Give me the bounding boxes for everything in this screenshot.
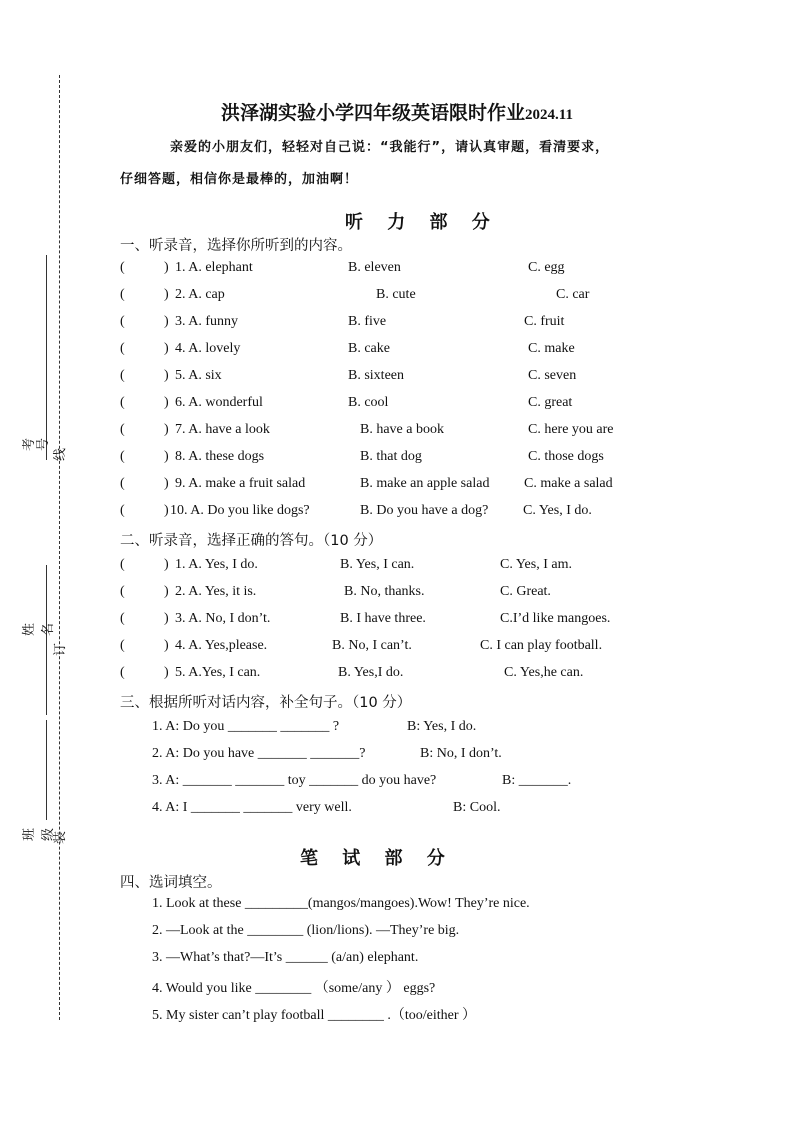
option-b: B. No, thanks. <box>344 584 425 599</box>
label-xingming: 姓名 <box>22 622 56 636</box>
part2-item <box>120 557 680 575</box>
option-b: B. five <box>348 314 387 329</box>
part3-answer: B: _______. <box>502 773 572 788</box>
title-text: 洪泽湖实验小学四年级英语限时作业 <box>221 102 526 124</box>
label-zhuang: 装 <box>53 830 69 845</box>
option-a: 9. A. make a fruit salad <box>175 476 306 491</box>
answer-paren-close: ) <box>164 314 169 329</box>
part3-question: 4. A: I _______ _______ very well. <box>152 800 352 815</box>
part3-answer: B: Yes, I do. <box>407 719 477 734</box>
option-c: C.I’d like mangoes. <box>500 611 611 626</box>
part2-item <box>120 638 680 656</box>
option-c: C. here you are <box>528 422 614 437</box>
part1-item <box>120 260 680 278</box>
written-heading: 笔 试 部 分 <box>300 848 454 869</box>
part3-question: 2. A: Do you have _______ _______? <box>152 746 366 761</box>
part4-item: 2. —Look at the ________ (lion/lions). —They’re big. <box>152 923 460 938</box>
answer-paren-open[interactable]: ( <box>120 449 125 464</box>
part1-item <box>120 314 680 332</box>
part3-question: 3. A: _______ _______ toy _______ do you have? <box>152 773 437 788</box>
answer-paren-open[interactable]: ( <box>120 557 125 572</box>
option-b: B. Do you have a dog? <box>360 503 489 518</box>
part2-item <box>120 584 680 602</box>
option-a: 6. A. wonderful <box>175 395 263 410</box>
part2-item <box>120 611 680 629</box>
part4-item: 3. —What’s that?—It’s ______ (a/an) elephant. <box>152 950 419 965</box>
option-c: C. Yes, I am. <box>500 557 572 572</box>
part4-item: 1. Look at these _________(mangos/mangoes).Wow! They’re nice. <box>152 896 530 911</box>
answer-line-xingming <box>46 565 47 715</box>
option-b: B. cool <box>348 395 389 410</box>
part1-item <box>120 449 680 467</box>
part4-item: 4. Would you like ________ （some/any ） eggs? <box>152 981 436 996</box>
answer-paren-open[interactable]: ( <box>120 395 125 410</box>
part1-item <box>120 503 680 521</box>
option-a: 10. A. Do you like dogs? <box>170 503 310 518</box>
answer-paren-close: ) <box>164 557 169 572</box>
label-kaohao: 考号 <box>22 437 51 451</box>
answer-paren-close: ) <box>164 476 169 491</box>
answer-paren-close: ) <box>164 260 169 275</box>
answer-paren-close: ) <box>164 449 169 464</box>
part4-item: 5. My sister can’t play football ________ .（too/either ） <box>152 1008 477 1023</box>
option-b: B. cute <box>376 287 416 302</box>
option-a: 4. A. lovely <box>175 341 241 356</box>
option-a: 3. A. No, I don’t. <box>175 611 271 626</box>
intro-line-1: 亲爱的小朋友们，轻轻对自己说：“我能行”，请认真审题，看清要求， <box>170 140 610 155</box>
part1-title: 一、听录音，选择你所听到的内容。 <box>120 238 352 254</box>
label-xian: 线 <box>53 447 69 462</box>
answer-paren-close: ) <box>164 395 169 410</box>
answer-paren-open[interactable]: ( <box>120 260 125 275</box>
answer-paren-close: ) <box>164 341 169 356</box>
option-c: C. car <box>556 287 590 302</box>
part1-item <box>120 341 680 359</box>
option-a: 2. A. Yes, it is. <box>175 584 257 599</box>
option-c: C. make a salad <box>524 476 613 491</box>
option-b: B. sixteen <box>348 368 404 383</box>
answer-paren-open[interactable]: ( <box>120 665 125 680</box>
option-b: B. Yes,I do. <box>338 665 404 680</box>
option-c: C. make <box>528 341 575 356</box>
option-b: B. make an apple salad <box>360 476 490 491</box>
page-title <box>0 98 794 125</box>
answer-paren-close: ) <box>164 665 169 680</box>
option-a: 1. A. Yes, I do. <box>175 557 258 572</box>
part1-item <box>120 368 680 386</box>
answer-line-banji <box>46 720 47 820</box>
part3-answer: B: No, I don’t. <box>420 746 502 761</box>
option-b: B. I have three. <box>340 611 426 626</box>
option-c: C. Yes, I do. <box>523 503 592 518</box>
part1-item <box>120 422 680 440</box>
part2-item <box>120 665 680 683</box>
option-a: 7. A. have a look <box>175 422 270 437</box>
option-c: C. great <box>528 395 573 410</box>
option-a: 4. A. Yes,please. <box>175 638 268 653</box>
option-c: C. those dogs <box>528 449 604 464</box>
answer-line-kaohao <box>46 255 47 460</box>
listening-heading: 听 力 部 分 <box>345 212 499 233</box>
answer-paren-open[interactable]: ( <box>120 368 125 383</box>
option-b: B. that dog <box>360 449 422 464</box>
answer-paren-close: ) <box>164 368 169 383</box>
option-b: B. cake <box>348 341 390 356</box>
option-c: C. Great. <box>500 584 551 599</box>
answer-paren-open[interactable]: ( <box>120 476 125 491</box>
answer-paren-close: ) <box>164 503 169 518</box>
option-c: C. egg <box>528 260 565 275</box>
option-a: 8. A. these dogs <box>175 449 265 464</box>
option-b: B. have a book <box>360 422 444 437</box>
answer-paren-open[interactable]: ( <box>120 638 125 653</box>
part1-item <box>120 476 680 494</box>
option-a: 3. A. funny <box>175 314 238 329</box>
option-b: B. Yes, I can. <box>340 557 415 572</box>
answer-paren-open[interactable]: ( <box>120 584 125 599</box>
label-banji: 班级 <box>22 827 56 841</box>
answer-paren-open[interactable]: ( <box>120 503 125 518</box>
answer-paren-open[interactable]: ( <box>120 611 125 626</box>
answer-paren-close: ) <box>164 287 169 302</box>
part4-title: 四、选词填空。 <box>120 875 222 891</box>
option-c: C. Yes,he can. <box>504 665 584 680</box>
answer-paren-close: ) <box>164 584 169 599</box>
answer-paren-open[interactable]: ( <box>120 422 125 437</box>
answer-paren-open[interactable]: ( <box>120 287 125 302</box>
part3-question: 1. A: Do you _______ _______ ? <box>152 719 340 734</box>
answer-paren-open[interactable]: ( <box>120 314 125 329</box>
title-date: 2024.11 <box>525 107 573 123</box>
binding-dashed-line <box>59 75 60 1020</box>
part1-item <box>120 287 680 305</box>
option-a: 1. A. elephant <box>175 260 253 275</box>
part3-answer: B: Cool. <box>453 800 501 815</box>
option-c: C. fruit <box>524 314 565 329</box>
option-c: C. seven <box>528 368 577 383</box>
label-ding: 订 <box>53 642 69 657</box>
part3-title: 三、根据所听对话内容，补全句子。（10 分） <box>120 695 412 711</box>
option-b: B. No, I can’t. <box>332 638 412 653</box>
option-a: 5. A.Yes, I can. <box>175 665 261 680</box>
answer-paren-open[interactable]: ( <box>120 341 125 356</box>
part1-item <box>120 395 680 413</box>
option-c: C. I can play football. <box>480 638 603 653</box>
answer-paren-close: ) <box>164 611 169 626</box>
part2-title: 二、听录音，选择正确的答句。（10 分） <box>120 533 383 549</box>
intro-line-2: 仔细答题，相信你是最棒的，加油啊！ <box>120 172 359 187</box>
option-b: B. eleven <box>348 260 401 275</box>
answer-paren-close: ) <box>164 422 169 437</box>
answer-paren-close: ) <box>164 638 169 653</box>
option-a: 2. A. cap <box>175 287 225 302</box>
option-a: 5. A. six <box>175 368 222 383</box>
